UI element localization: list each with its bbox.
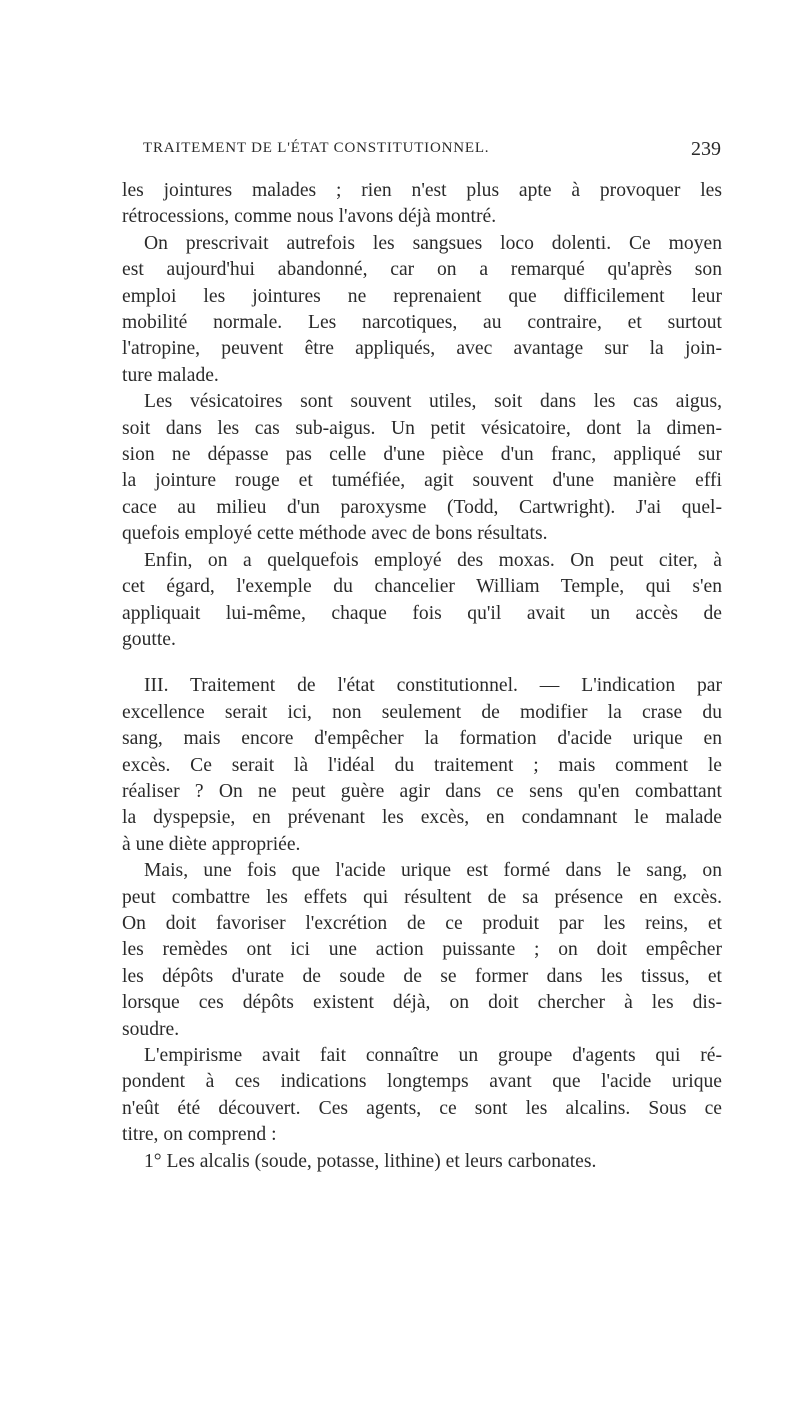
text-line: Mais, une fois que l'acide urique est formé dans le sang, on — [144, 860, 722, 882]
text-line: titre, on comprend : — [122, 1124, 277, 1146]
text-line: l'atropine, peuvent être appliqués, avec avantage sur la join- — [122, 338, 722, 360]
page-number: 239 — [691, 138, 721, 160]
text-line: goutte. — [122, 628, 176, 650]
text-line: soudre. — [122, 1018, 180, 1040]
text-line: les jointures malades ; rien n'est plus apte à provoquer les — [122, 180, 722, 201]
text-line: est aujourd'hui abandonné, car on a remarqué qu'après son — [122, 259, 722, 281]
text-line: L'empirisme avait fait connaître un groupe d'agents qui ré- — [144, 1045, 722, 1066]
text-line: On doit favoriser l'excrétion de ce produit par les reins, et — [122, 912, 722, 934]
section-heading-line: III. Traitement de l'état constitutionnel. — L'indication par — [144, 675, 722, 697]
text-line: la dyspepsie, en prévenant les excès, en condamnant le malade — [122, 807, 722, 829]
text-line: ture malade. — [122, 364, 219, 386]
paragraph-gap — [122, 653, 722, 673]
text-line: quefois employé cette méthode avec de bons résultats. — [122, 523, 548, 545]
text-line: sang, mais encore d'empêcher la formation d'acide urique en — [122, 728, 722, 750]
text-line: 1° Les alcalis (soude, potasse, lithine) et leurs carbonates. — [144, 1150, 597, 1172]
text-line: emploi les jointures ne reprenaient que difficilement leur — [122, 285, 722, 307]
text-line: les dépôts d'urate de soude de se former dans les tissus, et — [122, 965, 722, 987]
text-line: réaliser ? On ne peut guère agir dans ce sens qu'en combattant — [122, 780, 722, 802]
text-line: mobilité normale. Les narcotiques, au contraire, et surtout — [122, 312, 722, 334]
text-line: soit dans les cas sub-aigus. Un petit vésicatoire, dont la dimen- — [122, 417, 722, 439]
body-text — [122, 178, 722, 1175]
text-line: Enfin, on a quelquefois employé des moxas. On peut citer, à — [144, 549, 722, 571]
text-line: excellence serait ici, non seulement de modifier la crase du — [122, 701, 722, 723]
text-line: On prescrivait autrefois les sangsues loco dolenti. Ce moyen — [144, 232, 722, 254]
text-line: peut combattre les effets qui résultent de sa présence en excès. — [122, 886, 722, 908]
running-title: TRAITEMENT DE L'ÉTAT CONSTITUTIONNEL. — [143, 140, 490, 156]
text-line: à une diète appropriée. — [122, 833, 301, 855]
text-line: cet égard, l'exemple du chancelier William Temple, qui s'en — [122, 576, 722, 598]
text-line: excès. Ce serait là l'idéal du traitement ; mais comment le — [122, 754, 722, 776]
text-line: n'eût été découvert. Ces agents, ce sont les alcalins. Sous ce — [122, 1097, 722, 1119]
text-line: les remèdes ont ici une action puissante ; on doit empêcher — [122, 939, 722, 961]
text-line: Les vésicatoires sont souvent utiles, soit dans les cas aigus, — [144, 391, 722, 413]
text-line: appliquait lui-même, chaque fois qu'il avait un accès de — [122, 602, 722, 624]
text-line: lorsque ces dépôts existent déjà, on doit chercher à les dis- — [122, 992, 722, 1014]
text-line: cace au milieu d'un paroxysme (Todd, Cartwright). J'ai quel- — [122, 496, 722, 518]
text-line: la jointure rouge et tuméfiée, agit souvent d'une manière effi — [122, 470, 722, 492]
text-line: sion ne dépasse pas celle d'une pièce d'un franc, appliqué sur — [122, 444, 722, 466]
text-line: rétrocessions, comme nous l'avons déjà montré. — [122, 206, 497, 228]
text-line: pondent à ces indications longtemps avant que l'acide urique — [122, 1071, 722, 1093]
